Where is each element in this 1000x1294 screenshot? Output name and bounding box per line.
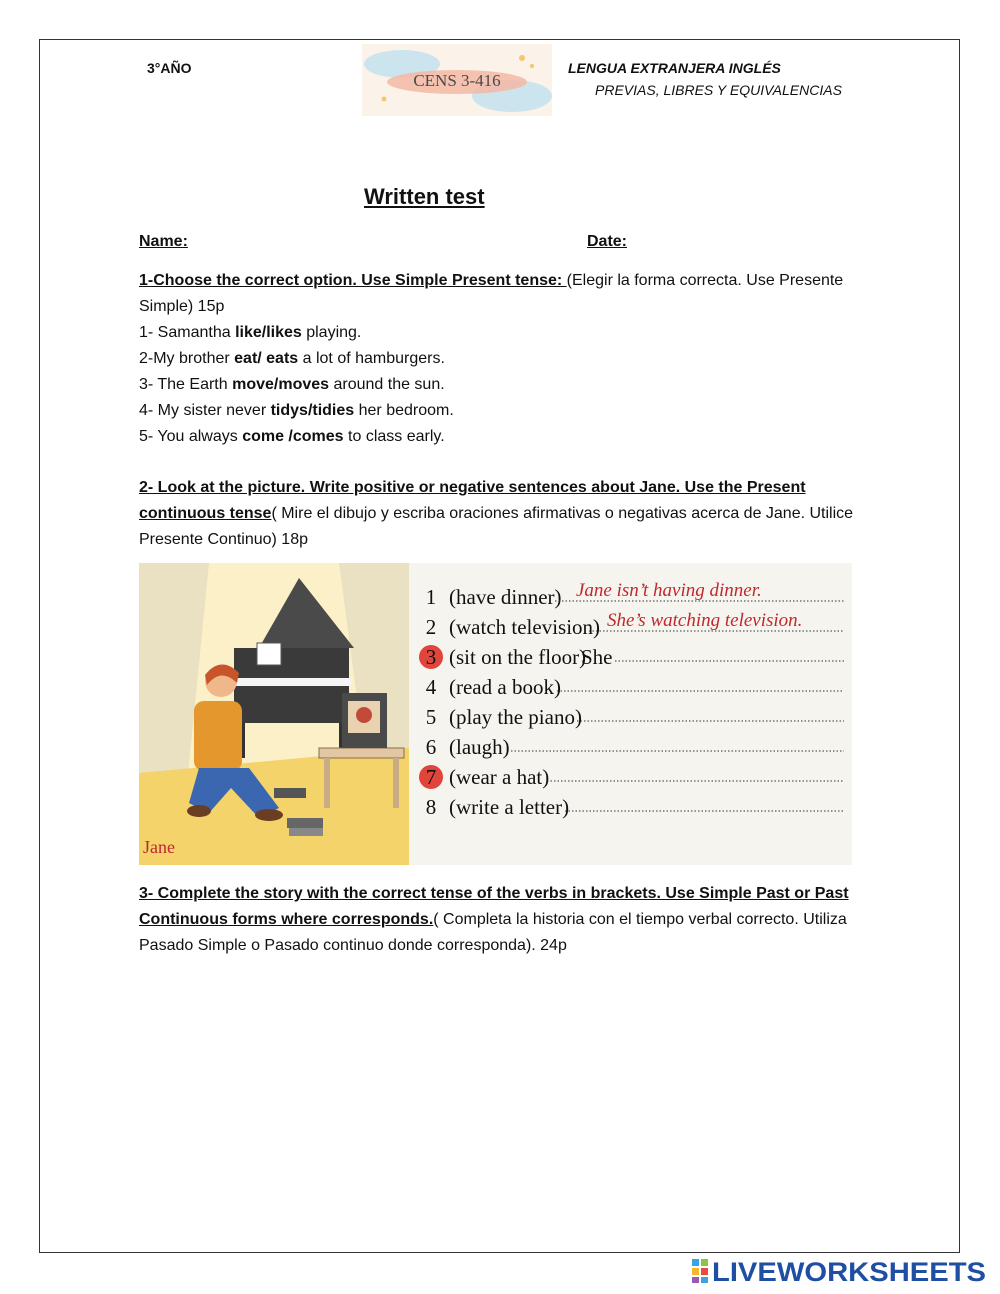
date-label: Date:	[587, 233, 628, 250]
option-choice[interactable]: move/moves	[232, 376, 330, 393]
answer-start: She	[581, 645, 613, 669]
section-2-instruction: ( Mire el dibujo y escriba oraciones afirmativas o negativas acerca de Jane. Utilice Presente Continuo) 18p	[139, 505, 854, 548]
svg-text:2: 2	[425, 615, 437, 639]
subject: LENGUA EXTRANJERA INGLÉS	[568, 60, 781, 76]
school-year: 3°AÑO	[147, 60, 192, 76]
svg-text:3: 3	[425, 645, 437, 669]
liveworksheets-logo	[690, 1255, 990, 1285]
list-item: 1- Samantha like/likes playing.	[139, 324, 362, 341]
list-item: 4- My sister never tidys/tidies her bedroom.	[139, 402, 454, 419]
page-title: Written test	[364, 184, 485, 209]
svg-text:1: 1	[425, 585, 437, 609]
svg-text:4: 4	[425, 675, 437, 699]
sample-answer: Jane isn’t having dinner.	[576, 580, 762, 601]
section-3-prompt	[139, 881, 864, 959]
option-choice[interactable]: come /comes	[242, 428, 344, 445]
svg-text:8: 8	[425, 795, 437, 819]
list-item: 2-My brother eat/ eats a lot of hamburgers.	[139, 350, 445, 367]
subtitle: PREVIAS, LIBRES Y EQUIVALENCIAS	[595, 82, 842, 98]
svg-text:(have dinner): (have dinner)	[449, 585, 562, 609]
section-2-heading: 2- Look at the picture. Write positive or negative sentences about Jane. Use the Present continuous tense	[139, 479, 806, 522]
section-3-heading: 3- Complete the story with the correct tense of the verbs in brackets. Use Simple Past or Past Continuous forms where corresponds.	[139, 885, 849, 928]
school-logo	[362, 44, 552, 116]
option-choice[interactable]: eat/ eats	[234, 350, 299, 367]
svg-text:6: 6	[425, 735, 437, 759]
brand-text: LIVEWORKSHEETS	[712, 1257, 986, 1285]
section-3-instruction: ( Completa la historia con el tiempo verbal correcto. Utiliza Pasado Simple o Pasado continuo donde corresponda). 24p	[139, 911, 847, 954]
svg-text:5: 5	[425, 705, 437, 729]
svg-text:(sit on the floor): (sit on the floor)	[449, 645, 587, 669]
svg-text:(read a book): (read a book)	[449, 675, 561, 699]
svg-text:7: 7	[425, 765, 437, 789]
section-1-heading: 1-Choose the correct option. Use Simple Present tense:	[139, 272, 567, 289]
exercise-picture	[139, 563, 852, 865]
section-1	[139, 268, 864, 450]
list-item: 3- The Earth move/moves around the sun.	[139, 376, 445, 393]
svg-text:(wear a hat): (wear a hat)	[449, 765, 550, 789]
option-choice[interactable]: like/likes	[235, 324, 302, 341]
section-2-prompt	[139, 475, 864, 553]
svg-text:(watch television): (watch television)	[449, 615, 601, 639]
svg-text:(write a letter): (write a letter)	[449, 795, 570, 819]
name-label: Name:	[139, 233, 188, 250]
section-1-instruction: (Elegir la forma correcta. Use Presente Simple) 15p	[139, 272, 844, 315]
svg-text:(play the piano): (play the piano)	[449, 705, 582, 729]
option-choice[interactable]: tidys/tidies	[270, 402, 355, 419]
sample-answer: She’s watching television.	[607, 610, 803, 631]
logo-text: CENS 3-416	[413, 71, 501, 90]
list-item: 5- You always come /comes to class early.	[139, 428, 445, 445]
picture-caption: Jane	[143, 837, 175, 857]
svg-text:(laugh): (laugh)	[449, 735, 510, 759]
section-1-prompt	[139, 268, 864, 320]
